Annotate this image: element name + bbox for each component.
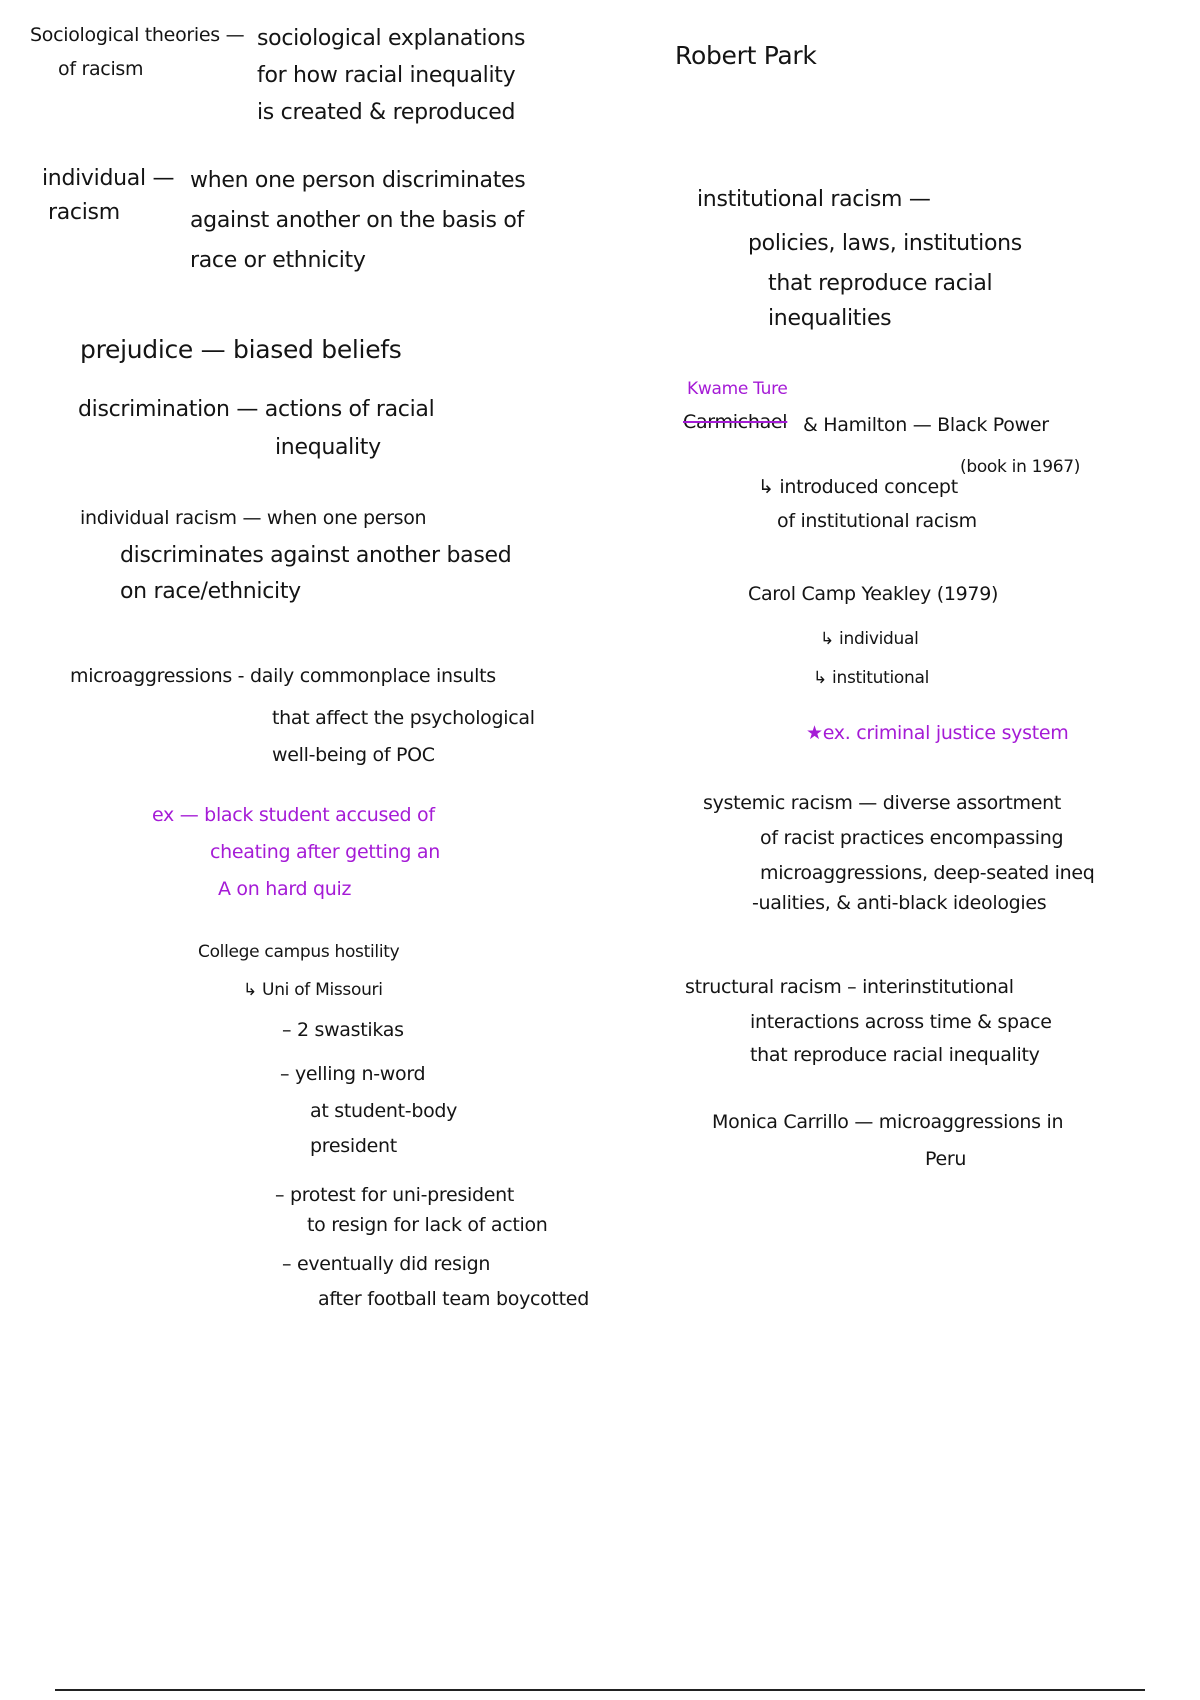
microaggressions-line-3: well-being of POC xyxy=(272,744,435,766)
bottom-rule xyxy=(55,1689,1145,1691)
institutional-line-3: that reproduce racial xyxy=(768,271,993,296)
systemic-line-1: systemic racism — diverse assortment xyxy=(703,792,1062,814)
campus-item-resign-1: – eventually did resign xyxy=(282,1253,491,1275)
individual-racism-line-2: discriminates against another based xyxy=(120,543,512,568)
robert-park-heading: Robert Park xyxy=(675,41,817,70)
institutional-line-1: institutional racism — xyxy=(697,187,931,212)
campus-title: College campus hostility xyxy=(198,942,400,962)
campus-item-yelling-1: – yelling n-word xyxy=(280,1063,426,1085)
microaggressions-line-1: microaggressions - daily commonplace insults xyxy=(70,665,496,687)
systemic-line-3: microaggressions, deep-seated ineq xyxy=(760,862,1095,884)
campus-sub: ↳ Uni of Missouri xyxy=(243,980,383,1000)
discrimination-line-2: inequality xyxy=(275,435,381,460)
sociological-term-line-2: of racism xyxy=(58,58,144,80)
yeakley-individual: ↳ individual xyxy=(820,629,919,649)
yeakley-institutional: ↳ institutional xyxy=(813,668,930,688)
sociological-def-line-2: for how racial inequality xyxy=(257,63,516,88)
campus-item-protest-2: to resign for lack of action xyxy=(307,1214,548,1236)
systemic-line-2: of racist practices encompassing xyxy=(760,827,1064,849)
individual-def-line-2: against another on the basis of xyxy=(190,208,524,233)
book-year: (book in 1967) xyxy=(960,457,1081,477)
individual-term-line-2: racism xyxy=(48,200,120,225)
criminal-justice-example: ★ex. criminal justice system xyxy=(806,722,1069,744)
campus-item-yelling-2: at student-body xyxy=(310,1100,458,1122)
example-line-3: A on hard quiz xyxy=(218,878,352,900)
campus-item-protest-1: – protest for uni-president xyxy=(275,1184,514,1206)
hamilton-black-power: & Hamilton — Black Power xyxy=(803,414,1049,436)
individual-racism-line-3: on race/ethnicity xyxy=(120,579,301,604)
prejudice-definition: prejudice — biased beliefs xyxy=(80,335,402,364)
example-line-1: ex — black student accused of xyxy=(152,804,435,826)
introduced-line-2: of institutional racism xyxy=(777,510,977,532)
structural-line-1: structural racism – interinstitutional xyxy=(685,976,1014,998)
individual-def-line-1: when one person discriminates xyxy=(190,168,526,193)
campus-item-yelling-3: president xyxy=(310,1135,397,1157)
carmichael-crossed: Carmichael xyxy=(683,411,788,433)
microaggressions-line-2: that affect the psychological xyxy=(272,707,535,729)
structural-line-2: interactions across time & space xyxy=(750,1011,1052,1033)
yeakley-heading: Carol Camp Yeakley (1979) xyxy=(748,583,999,605)
institutional-line-2: policies, laws, institutions xyxy=(748,231,1022,256)
example-line-2: cheating after getting an xyxy=(210,841,440,863)
institutional-line-4: inequalities xyxy=(768,306,892,331)
sociological-term-line-1: Sociological theories — xyxy=(30,24,245,46)
individual-def-line-3: race or ethnicity xyxy=(190,248,366,273)
campus-item-swastikas: – 2 swastikas xyxy=(282,1019,404,1041)
carrillo-line-2: Peru xyxy=(925,1148,967,1170)
discrimination-line-1: discrimination — actions of racial xyxy=(78,397,435,422)
introduced-line-1: ↳ introduced concept xyxy=(758,476,958,498)
sociological-def-line-3: is created & reproduced xyxy=(257,100,516,125)
structural-line-3: that reproduce racial inequality xyxy=(750,1044,1040,1066)
systemic-line-4: -ualities, & anti-black ideologies xyxy=(752,892,1047,914)
individual-term-line-1: individual — xyxy=(42,166,175,191)
campus-item-resign-2: after football team boycotted xyxy=(318,1288,589,1310)
carrillo-line-1: Monica Carrillo — microaggressions in xyxy=(712,1111,1064,1133)
individual-racism-line-1: individual racism — when one person xyxy=(80,507,427,529)
sociological-def-line-1: sociological explanations xyxy=(257,26,526,51)
kwame-ture-label: Kwame Ture xyxy=(687,379,788,399)
